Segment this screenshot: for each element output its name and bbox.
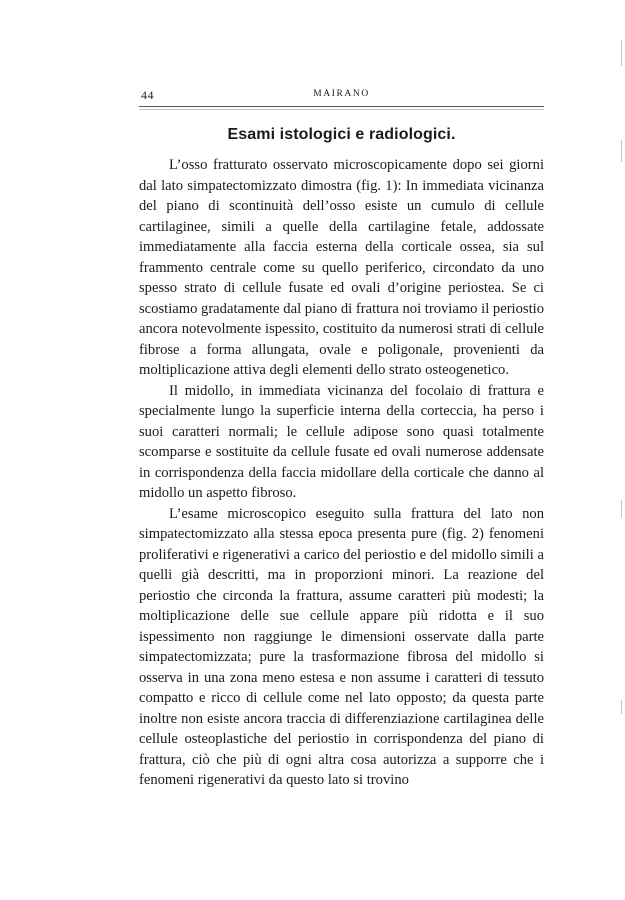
- paragraph: L’osso fratturato osservato microscopicamente dopo sei giorni dal lato simpatectomizzato dimostra (fig. 1): In immediata vicinanza del piano di scontinuità dell’osso esiste un cumulo di cellule cartilaginee, simili a quelle della cartilagine fetale, addossate immediatamente alla faccia esterna della corticale ossea, sia sul frammento centrale come su quello periferico, circondato da uno spesso strato di cellule fusate ed ovali d’origine periostea. Se ci scostiamo gradatamente dal piano di frattura noi troviamo il periostio ancora notevolmente ispessito, costituito da numerosi strati di cellule fibrose a forma allungata, ovale e poligonale, provenienti da moltiplicazione attiva degli elementi dello strato osteogenetico.: [139, 157, 544, 378]
- scan-edge-mark: [621, 500, 622, 518]
- section-title: Esami istologici e radiologici.: [227, 126, 456, 143]
- scan-edge-mark: [621, 40, 622, 66]
- scan-edge-mark: [621, 140, 622, 162]
- running-title: MAIRANO: [313, 89, 370, 99]
- body-text: [139, 155, 544, 791]
- header-rule: [139, 106, 544, 107]
- scan-edge-mark: [621, 700, 622, 714]
- page-number: 44: [141, 88, 154, 102]
- paragraph: Il midollo, in immediata vicinanza del focolaio di frattura e specialmente lungo la superficie interna della corteccia, ha perso i suoi caratteri normali; le cellule adipose sono quasi totalmente scomparse e sostituite da cellule fusate ed ovali numerose addensate in corrispondenza della faccia midollare della corticale che danno al midollo un aspetto fibroso.: [139, 382, 544, 501]
- paragraph: L’esame microscopico eseguito sulla frattura del lato non simpatectomizzato alla stessa epoca presenta pure (fig. 2) fenomeni proliferativi e rigenerativi a carico del periostio e del midollo simili a quelli già descritti, ma in proporzioni minori. La reazione del periostio che circonda la frattura, assume caratteri più modesti; la moltiplicazione delle sue cellule appare più ridotta e il suo ispessimento non raggiunge le dimensioni osservate dalla parte simpatectomizzata; pure la trasformazione fibrosa del midollo si osserva in una zona meno estesa e non assume i caratteri di tessuto compatto e ricco di cellule come nel lato opposto; da questa parte inoltre non esiste ancora traccia di differenziazione cartilaginea delle cellule osteoplastiche del periostio in corrispondenza del piano di frattura, ciò che più di ogni altra cosa autorizza a supporre che i fenomeni rigenerativi da questo lato si trovino: [139, 505, 544, 788]
- header-rule-secondary: [139, 109, 544, 110]
- running-head: [139, 88, 544, 104]
